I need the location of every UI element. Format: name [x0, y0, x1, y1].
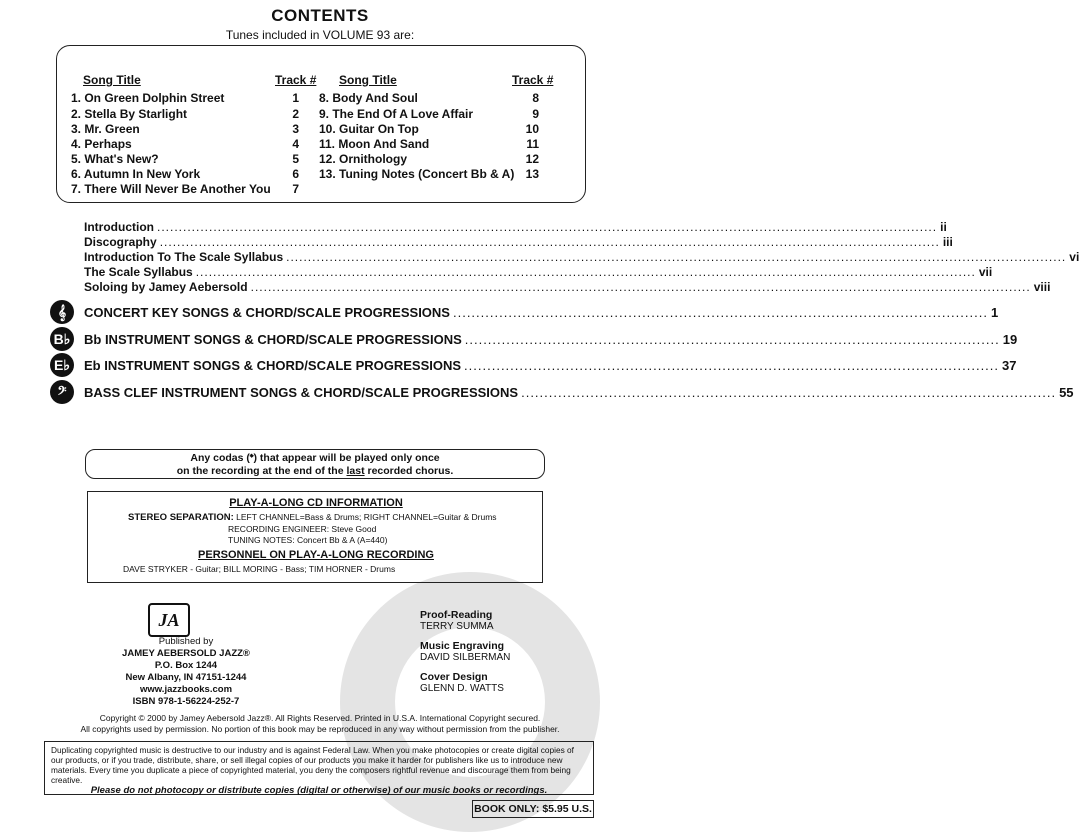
credit-name: DAVID SILBERMAN [420, 652, 511, 663]
personnel-line: DAVE STRYKER - Guitar; BILL MORING - Bass; TIM HORNER - Drums [123, 564, 396, 574]
song-title: 1. On Green Dolphin Street [71, 91, 225, 105]
coda-note: Any codas (𝄌) that appear will be played only once on the recording at the end of the last recorded chorus. [85, 449, 545, 479]
copyright-line: Copyright © 2000 by Jamey Aebersold Jazz®. All Rights Reserved. Printed in U.S.A. International Copyright secured. [99, 713, 541, 723]
song-title: 5. What's New? [71, 152, 159, 166]
toc-entry: Discography .................................................................................................................................................................................... iii [84, 235, 953, 249]
track-number: 4 [292, 137, 299, 151]
treble-clef-icon: 𝄞 [50, 300, 74, 324]
track-number: 2 [292, 107, 299, 121]
credit-role: Proof-Reading [420, 609, 493, 621]
stereo-label: STEREO SEPARATION: [128, 512, 234, 523]
song-title: 12. Ornithology [319, 152, 408, 166]
credit-name: GLENN D. WATTS [420, 683, 504, 694]
engineer-line: RECORDING ENGINEER: Steve Good [228, 524, 377, 534]
page-title: CONTENTS [271, 6, 369, 25]
track-number: 13 [525, 167, 539, 181]
track-number: 9 [532, 107, 539, 121]
track-header-right: Track # [512, 73, 554, 87]
song-title: 3. Mr. Green [71, 122, 140, 136]
song-title: 8. Body And Soul [319, 91, 418, 105]
toc-entry: Introduction To The Scale Syllabus .................................................................................................................................................................................... vi [84, 250, 1079, 264]
song-title: 9. The End Of A Love Affair [319, 107, 474, 121]
page-subtitle: Tunes included in VOLUME 93 are: [225, 28, 415, 42]
song-title: 2. Stella By Starlight [71, 107, 188, 121]
copyright-line: All copyrights used by permission. No portion of this book may be reproduced in any way without permission from the publisher. [80, 724, 560, 734]
warning-text: Duplicating copyrighted music is destructive to our industry and is against Federal Law. When you make photocopies or create digital copies of our products, or if you trade, distribute, share, or sell illegal copies of our products you make it harder for publishers like us to introduce new materials. Every time you duplicate a piece of copyrighted material, you deny the composers rightful revenue and discourage them from being creative. [51, 745, 574, 785]
section-entry: BASS CLEF INSTRUMENT SONGS & CHORD/SCALE PROGRESSIONS .................................................................................................................... 55 [84, 385, 1074, 400]
track-number: 3 [292, 122, 299, 136]
cd-info-box [87, 491, 543, 583]
personnel-heading: PERSONNEL ON PLAY-A-LONG RECORDING [198, 549, 434, 561]
credit-name: TERRY SUMMA [420, 621, 494, 632]
song-title: 7. There Will Never Be Another You [71, 182, 271, 196]
stereo-value: LEFT CHANNEL=Bass & Drums; RIGHT CHANNEL=Guitar & Drums [236, 512, 497, 522]
credit-role: Music Engraving [420, 640, 505, 652]
section-entry: Eb INSTRUMENT SONGS & CHORD/SCALE PROGRESSIONS .................................................................................................................... 37 [84, 358, 1017, 373]
bass-clef-icon: 𝄢 [50, 380, 74, 404]
toc-entry: The Scale Syllabus .................................................................................................................................................................................... vii [84, 265, 993, 279]
warning-box [44, 741, 594, 795]
song-title: 6. Autumn In New York [71, 167, 201, 181]
track-number: 1 [292, 91, 299, 105]
track-number: 12 [525, 152, 539, 166]
toc-entry: Soloing by Jamey Aebersold .................................................................................................................................................................................... viii [84, 280, 1051, 294]
section-entry: CONCERT KEY SONGS & CHORD/SCALE PROGRESSIONS .................................................................................................................... 1 [84, 305, 999, 320]
cd-info-heading: PLAY-A-LONG CD INFORMATION [229, 497, 403, 509]
song-title: 10. Guitar On Top [319, 122, 419, 136]
song-title: 13. Tuning Notes (Concert Bb & A) [319, 167, 515, 181]
track-list-box [56, 45, 586, 203]
credit-role: Cover Design [420, 671, 488, 683]
song-title: 11. Moon And Sand [319, 137, 430, 151]
track-number: 7 [292, 182, 299, 196]
warning-emphasis: Please do not photocopy or distribute copies (digital or otherwise) of our music books or recordings. [90, 785, 548, 796]
song-title-header-left: Song Title [83, 73, 141, 87]
track-header-left: Track # [275, 73, 317, 87]
section-entry: Bb INSTRUMENT SONGS & CHORD/SCALE PROGRESSIONS .................................................................................................................... 19 [84, 332, 1018, 347]
song-title: 4. Perhaps [71, 137, 132, 151]
track-number: 8 [532, 91, 539, 105]
track-number: 10 [525, 122, 539, 136]
publisher-logo: JA [148, 603, 190, 637]
toc-entry: Introduction .................................................................................................................................................................................... ii [84, 220, 947, 234]
publisher-block: Published by JAMEY AEBERSOLD JAZZ® P.O. Box 1244 New Albany, IN 47151-1244 www.jazzbooks.com ISBN 978-1-56224-252-7 [122, 636, 250, 707]
e-flat-icon: E♭ [50, 353, 74, 377]
price-label: BOOK ONLY: $5.95 U.S. [472, 800, 594, 818]
b-flat-icon: B♭ [50, 327, 74, 351]
track-number: 6 [292, 167, 299, 181]
track-number: 5 [292, 152, 299, 166]
song-title-header-right: Song Title [339, 73, 397, 87]
tuning-line: TUNING NOTES: Concert Bb & A (A=440) [228, 535, 388, 545]
track-number: 11 [526, 137, 539, 151]
